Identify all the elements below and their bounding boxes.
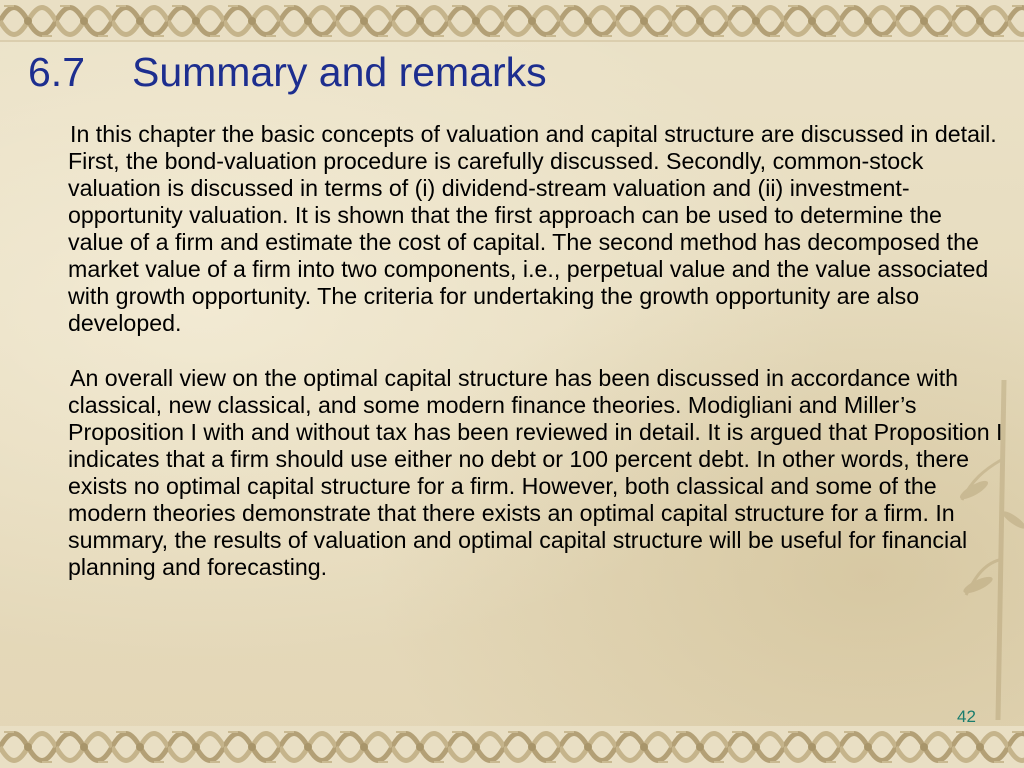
page-number: 42	[957, 707, 976, 726]
section-number: 6.7	[28, 49, 85, 95]
title-text: Summary and remarks	[132, 49, 547, 95]
slide-title	[28, 48, 547, 96]
slide-body	[68, 121, 1003, 581]
bottom-decorative-border	[0, 726, 1024, 768]
paragraph-capital-structure: An overall view on the optimal capital structure has been discussed in accordance with classical, new classical, and some modern finance theories. Modigliani and Miller’s Proposition I with and without tax has been reviewed in detail. It is argued that Proposition I indicates that a firm should use either no debt or 100 percent debt. In other words, there exists no optimal capital structure for a firm. However, both classical and some of the modern theories demonstrate that there exists an optimal capital structure for a firm. In summary, the results of valuation and optimal capital structure will be useful for financial planning and forecasting.	[68, 365, 1003, 580]
paragraph-valuation: In this chapter the basic concepts of valuation and capital structure are discussed in detail. First, the bond-valuation procedure is carefully discussed. Secondly, common-stock valuation is discussed in terms of (i) dividend-stream valuation and (ii) investment-opportunity valuation. It is shown that the first approach can be used to determine the value of a firm and estimate the cost of capital. The second method has decomposed the market value of a firm into two components, i.e., perpetual value and the value associated with growth opportunity. The criteria for undertaking the growth opportunity are also developed.	[68, 121, 997, 336]
top-decorative-border	[0, 0, 1024, 42]
